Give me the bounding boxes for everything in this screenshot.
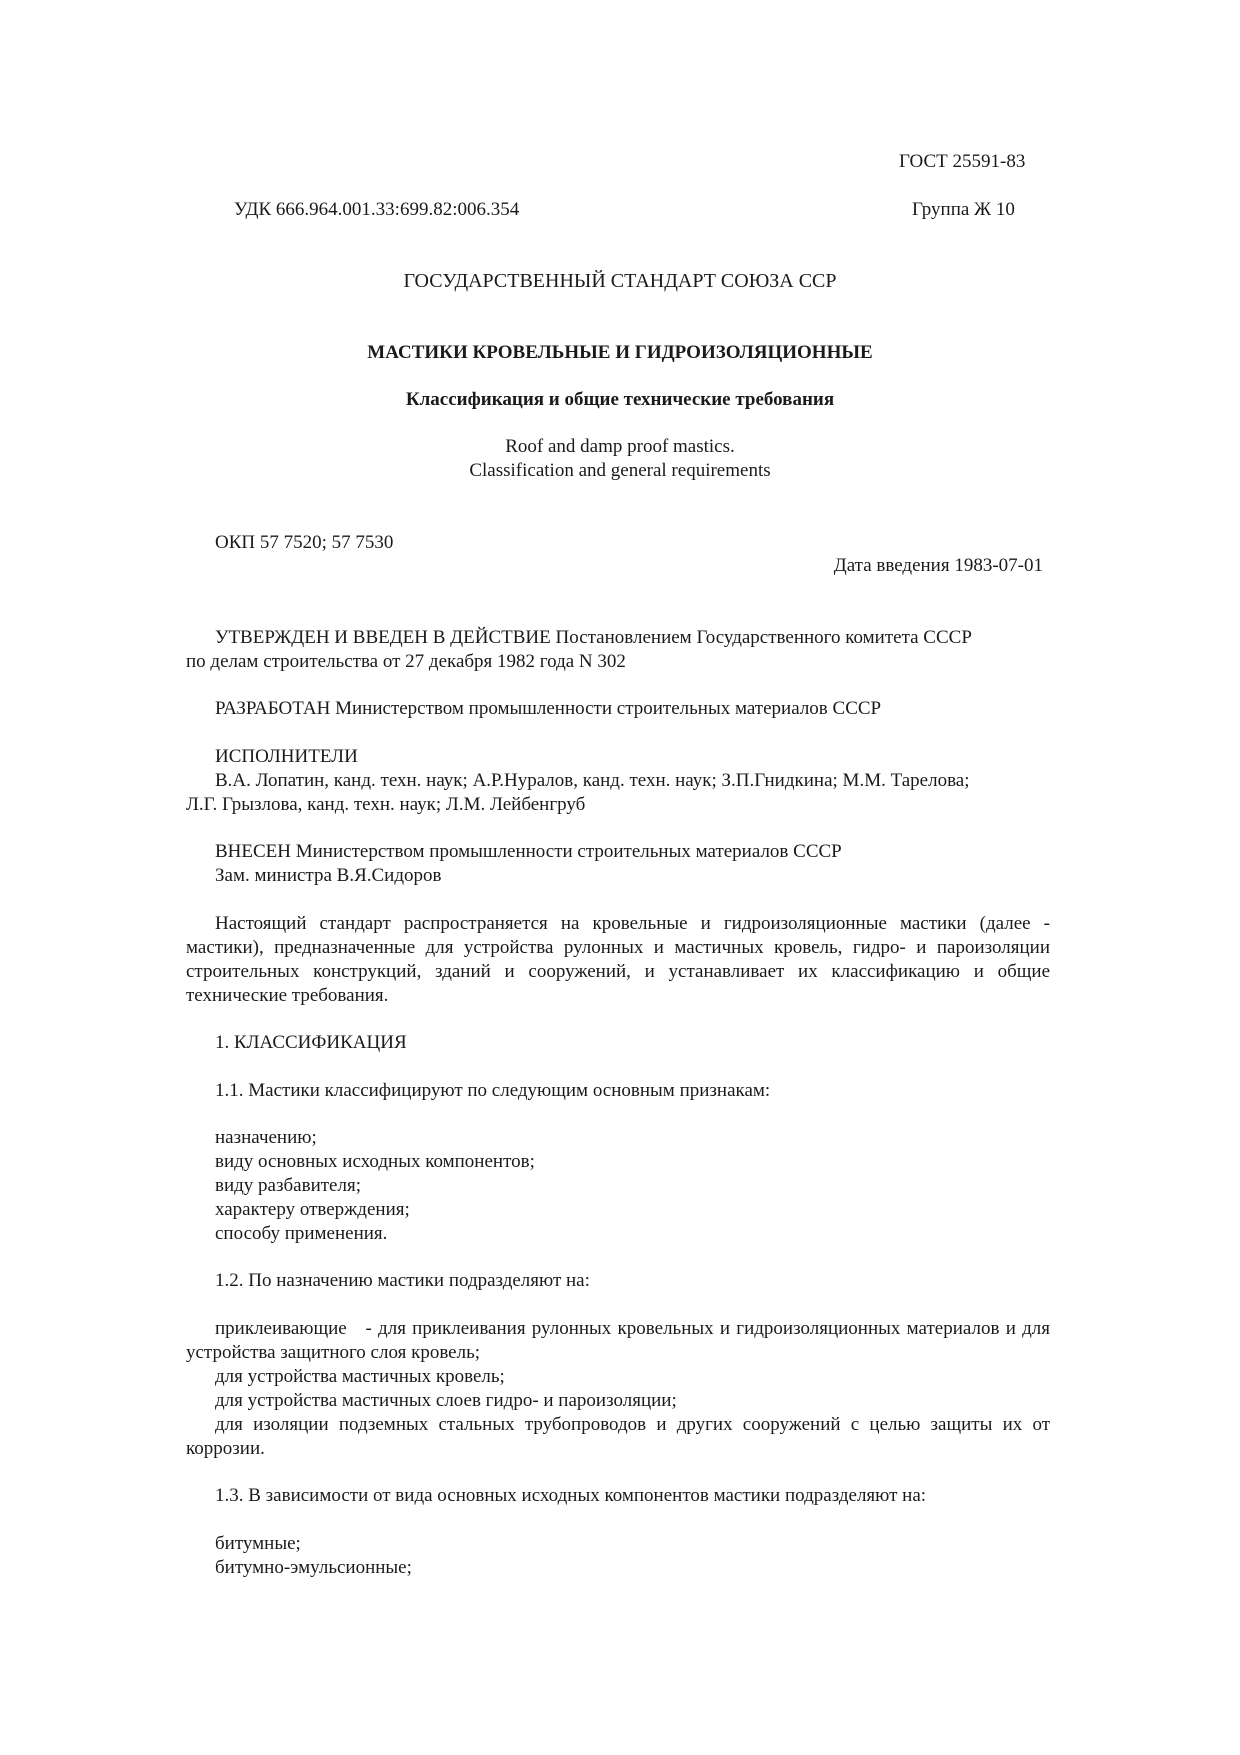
purpose-list	[186, 1317, 1055, 1461]
clause-1-1	[186, 1079, 1050, 1103]
developed-paragraph	[186, 697, 1050, 721]
clause-1-3	[186, 1484, 1050, 1508]
list-item: для устройства мастичных кровель;	[215, 1366, 505, 1387]
state-standard-heading: ГОСУДАРСТВЕННЫЙ СТАНДАРТ СОЮЗА ССР	[403, 270, 837, 292]
list-item: битумные;	[215, 1533, 301, 1554]
scope-paragraph	[186, 912, 1050, 1008]
executors-heading: ИСПОЛНИТЕЛИ	[215, 746, 358, 767]
criteria-list	[186, 1126, 1050, 1246]
scope-text: Настоящий стандарт распространяется на кровельные и гидроизоляционные мастики (далее - мастики), предназначенные для устройства рулонных и мастичных кровель, гидро- и пароизоляции строительных конструкций, зданий и сооружений, и устанавливает их классификацию и общие технические требования.	[186, 913, 1050, 1006]
executors-line-1: В.А. Лопатин, канд. техн. наук; А.Р.Нуралов, канд. техн. наук; З.П.Гнидкина; М.М. Тарелова;	[215, 770, 970, 791]
approval-paragraph	[186, 626, 1050, 674]
english-title-line-2: Classification and general requirements	[469, 460, 771, 481]
deputy-minister-line: Зам. министра В.Я.Сидоров	[215, 865, 442, 886]
section-1-heading	[186, 1031, 1050, 1055]
clause-1-1-text: 1.1. Мастики классифицируют по следующим основным признакам:	[215, 1080, 771, 1101]
list-item: приклеивающие - для приклеивания рулонных кровельных и гидроизоляционных материалов и для устройства защитного слоя кровель;	[186, 1318, 1055, 1363]
list-item: назначению;	[215, 1127, 317, 1148]
executors-paragraph	[186, 745, 1050, 817]
group-code: Группа Ж 10	[912, 199, 1015, 220]
list-item: способу применения.	[215, 1223, 388, 1244]
okp-code: ОКП 57 7520; 57 7530	[215, 532, 394, 553]
list-item: битумно-эмульсионные;	[215, 1557, 412, 1578]
executors-line-2: Л.Г. Грызлова, канд. техн. наук; Л.М. Лейбенгруб	[186, 794, 586, 815]
developed-line: РАЗРАБОТАН Министерством промышленности строительных материалов СССР	[215, 698, 882, 719]
list-item: виду основных исходных компонентов;	[215, 1151, 535, 1172]
components-list	[186, 1532, 1050, 1580]
clause-1-3-text: 1.3. В зависимости от вида основных исходных компонентов мастики подразделяют на:	[215, 1485, 927, 1506]
section-1-title: 1. КЛАССИФИКАЦИЯ	[215, 1032, 407, 1053]
document-title: МАСТИКИ КРОВЕЛЬНЫЕ И ГИДРОИЗОЛЯЦИОННЫЕ	[367, 342, 873, 363]
gost-number: ГОСТ 25591-83	[899, 151, 1026, 172]
list-item: виду разбавителя;	[215, 1175, 361, 1196]
list-item: для изоляции подземных стальных трубопроводов и других сооружений с целью защиты их от коррозии.	[186, 1414, 1050, 1459]
list-item: для устройства мастичных слоев гидро- и пароизоляции;	[215, 1390, 677, 1411]
clause-1-2-text: 1.2. По назначению мастики подразделяют на:	[215, 1270, 590, 1291]
udk-code: УДК 666.964.001.33:699.82:006.354	[234, 199, 520, 220]
approval-line-1: УТВЕРЖДЕН И ВВЕДЕН В ДЕЙСТВИЕ Постановлением Государственного комитета СССР	[215, 627, 972, 648]
introduction-date: Дата введения 1983-07-01	[833, 555, 1043, 576]
english-title-line-1: Roof and damp proof mastics.	[505, 436, 735, 457]
introduced-line-1: ВНЕСЕН Министерством промышленности строительных материалов СССР	[215, 841, 842, 862]
list-item: характеру отверждения;	[215, 1199, 410, 1220]
clause-1-2	[186, 1269, 1050, 1293]
introduced-paragraph	[186, 840, 1050, 888]
approval-line-2: по делам строительства от 27 декабря 1982 года N 302	[186, 651, 626, 672]
document-subtitle: Классификация и общие технические требования	[405, 389, 835, 410]
